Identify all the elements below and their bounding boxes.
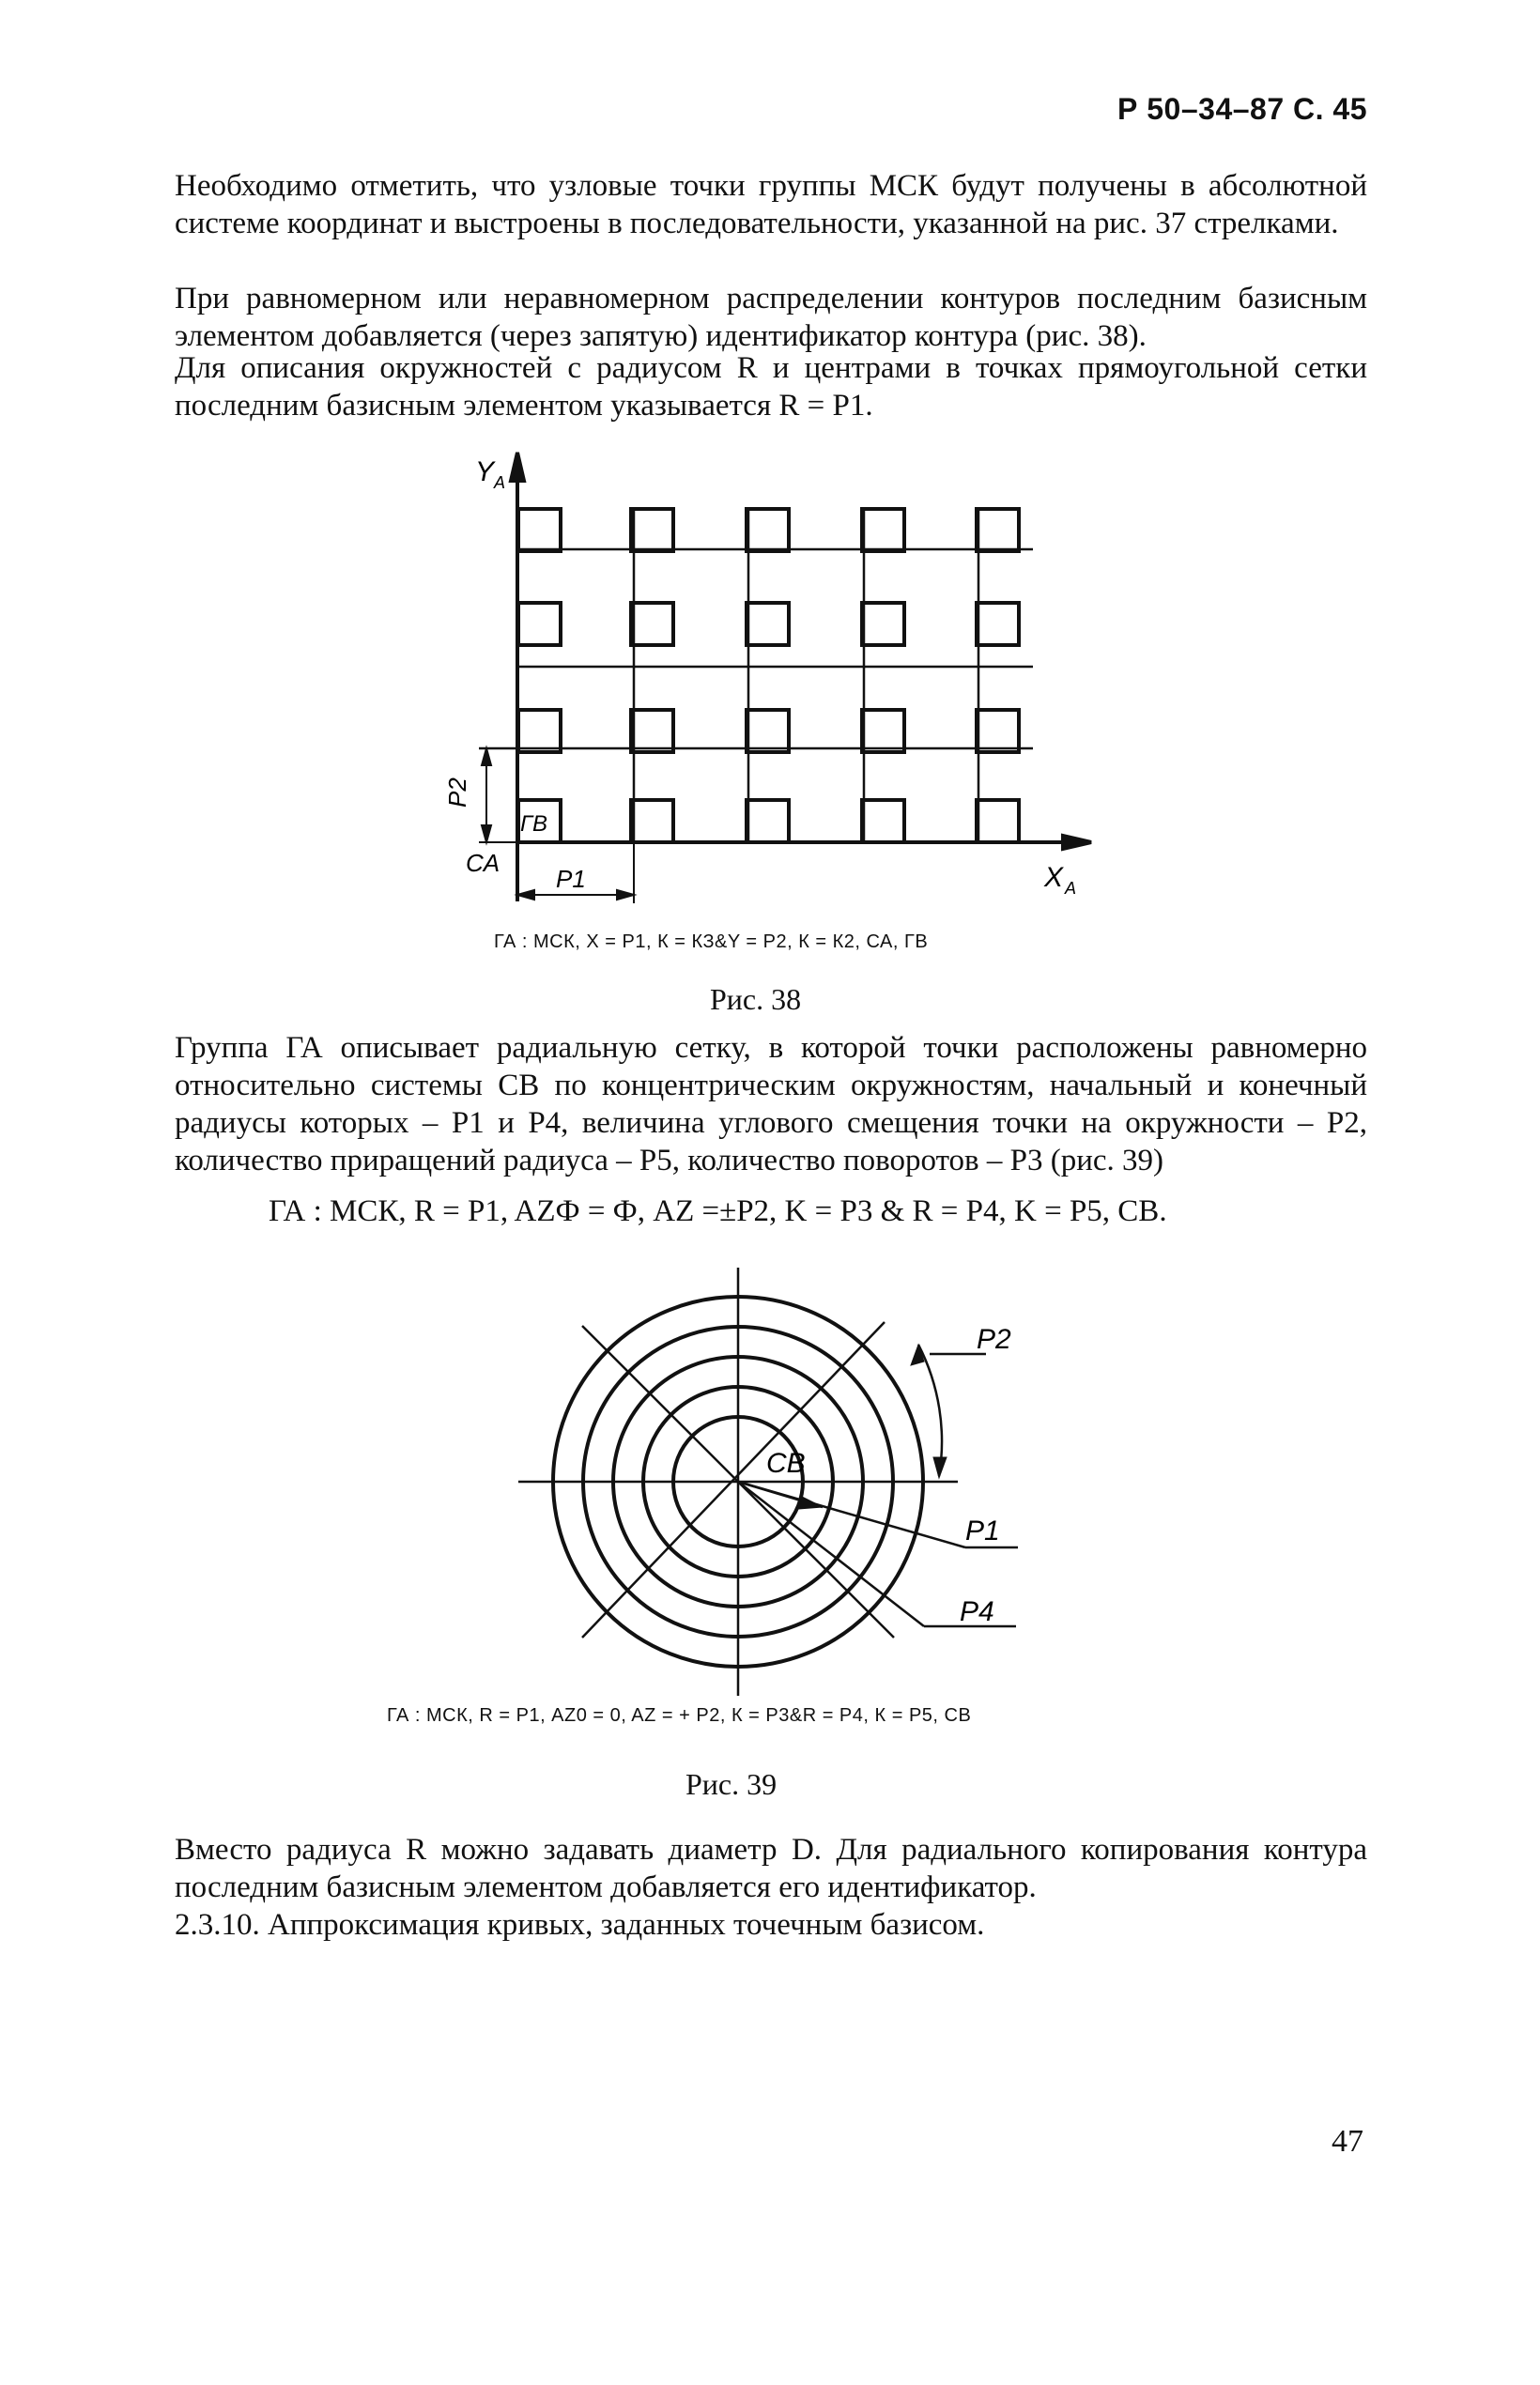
paragraph-radial-grid-text: Группа ГА описывает радиальную сетку, в которой точки расположены равномерно относительно системы СВ по концентрическим окружностям, начальный и конечный радиусы которых – Р1 и Р4, величина углового смещения точки на окружности – Р2, количество приращений радиуса – Р5, количество поворотов – Р3 (рис. 39) — [175, 1031, 1367, 1177]
figure-38-grid-diagram — [413, 441, 1108, 930]
paragraph-nodes-text: Необходимо отметить, что узловые точки группы МСК будут получены в абсолютной системе координат и выстроены в последовательности, указанной на рис. 37 стрелками. — [175, 169, 1367, 240]
p1-radius-label: P1 — [965, 1516, 1000, 1546]
figure-38-title: Рис. 38 — [710, 982, 802, 1016]
x-axis-label: X — [1044, 862, 1064, 893]
paragraph-circles — [175, 349, 1367, 424]
x-axis-arrow-icon — [1063, 836, 1091, 849]
p2-dimension-label: P2 — [443, 777, 471, 808]
figure-38-caption: ГА : МСК, Х = Р1, К = КЗ&Y = Р2, К = К2, СА, ГВ — [494, 931, 929, 952]
y-axis-label: Y — [475, 456, 495, 487]
figure-39-title: Рис. 39 — [685, 1767, 778, 1801]
paragraph-contours-text: При равномерном или неравномерном распределении контуров последним базисным элементом добавляется (через запятую) идентификатор контура (рис. 38). — [175, 282, 1367, 353]
paragraph-diameter — [175, 1831, 1367, 1906]
paragraph-diameter-text: Вместо радиуса R можно задавать диаметр D. Для радиального копирования контура последним базисным элементом добавляется его идентификатор. — [175, 1833, 1367, 1904]
paragraph-contours — [175, 280, 1367, 355]
document-header-code: Р 50–34–87 С. 45 — [1117, 92, 1367, 126]
figure-39-caption: ГА : МСК, R = Р1, AZ0 = 0, AZ = + Р2, К = Р3&R = Р4, К = Р5, СВ — [387, 1705, 972, 1726]
p2-angle-label: P2 — [977, 1324, 1011, 1355]
y-axis-label-sub: A — [494, 473, 506, 492]
page-number: 47 — [1332, 2124, 1363, 2159]
section-heading-approximation: 2.3.10. Аппроксимация кривых, заданных точечным базисом. — [175, 1908, 985, 1942]
figure-39-radial-diagram — [498, 1249, 1061, 1737]
formula-ga: ГА : МСК, R = P1, AZФ = Ф, AZ =±P2, K = P3 & R = P4, K = P5, CB. — [269, 1194, 1167, 1228]
cb-center-label: CB — [766, 1448, 806, 1479]
gv-label: ГВ — [520, 811, 548, 837]
p1-dimension-label: P1 — [556, 865, 586, 893]
ca-label: CA — [466, 849, 500, 877]
paragraph-section-2-3-10 — [175, 1906, 1367, 1944]
paragraph-circles-text: Для описания окружностей с радиусом R и центрами в точках прямоугольной сетки последним базисным элементом указывается R = P1. — [175, 351, 1367, 423]
x-axis-label-sub: A — [1065, 879, 1077, 898]
paragraph-nodes — [175, 167, 1367, 242]
y-axis-arrow-icon — [511, 453, 524, 481]
paragraph-radial-grid — [175, 1029, 1367, 1179]
p4-radius-label: P4 — [960, 1596, 994, 1627]
